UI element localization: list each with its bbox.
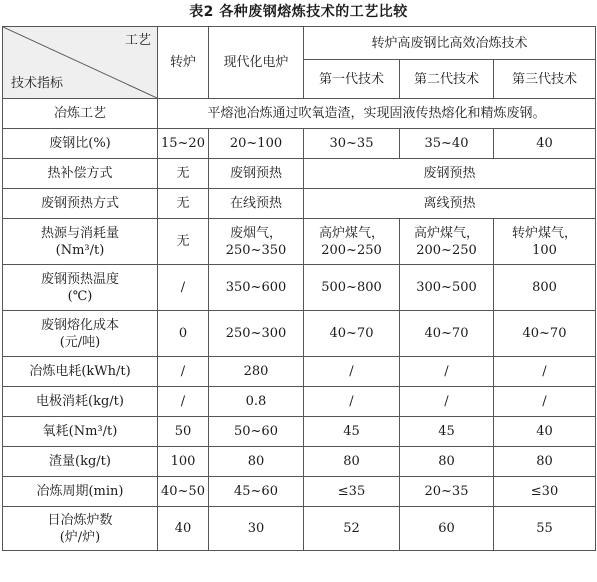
row-label-line1: 热源与消耗量: [40, 225, 119, 241]
process-comparison-table: [2, 26, 596, 551]
cell-gen3: 40~70: [494, 311, 596, 357]
cell-gen1: ≤35: [304, 477, 400, 507]
row-label: 冶炼电耗(kWh/t): [3, 357, 158, 387]
header-high-scrap-group: 转炉高废钢比高效冶炼技术: [304, 27, 596, 60]
row-label-line1: 废钢预热温度: [40, 271, 119, 287]
row-label: [3, 265, 158, 311]
row-label: 氧耗(Nm³/t): [3, 417, 158, 447]
table-row: [3, 99, 596, 129]
row-label: 冶炼工艺: [3, 99, 158, 129]
cell-gen3: /: [494, 387, 596, 417]
table-row: [3, 159, 596, 189]
cell-line1: 废烟气，: [229, 225, 282, 241]
cell-gen2: /: [400, 387, 494, 417]
header-gen2: 第二代技术: [400, 60, 494, 99]
cell-gen1: /: [304, 387, 400, 417]
cell-converter: 40: [158, 507, 209, 551]
cell-modern-eaf: [209, 219, 304, 265]
cell-gen2: [400, 219, 494, 265]
cell-gen2: 40~70: [400, 311, 494, 357]
cell-modern-eaf: 250~300: [209, 311, 304, 357]
table-row: [3, 311, 596, 357]
cell-gen1: 52: [304, 507, 400, 551]
cell-converter: 0: [158, 311, 209, 357]
header-converter: 转炉: [158, 27, 209, 99]
cell-gen3: 80: [494, 447, 596, 477]
cell-line1: 高炉煤气，: [413, 225, 479, 241]
row-label: [3, 219, 158, 265]
cell-line1: 高炉煤气，: [318, 225, 384, 241]
cell-modern-eaf: 50~60: [209, 417, 304, 447]
row-label: 渣量(kg/t): [3, 447, 158, 477]
cell-gen3: 40: [494, 129, 596, 159]
row-label: 电极消耗(kg/t): [3, 387, 158, 417]
cell-gen3: /: [494, 357, 596, 387]
cell-line2: 200~250: [321, 242, 382, 258]
row-label: [3, 507, 158, 551]
cell-gen3: 800: [494, 265, 596, 311]
corner-process-label: 工艺: [124, 33, 151, 48]
cell-line1: 转炉煤气，: [511, 225, 577, 241]
header-modern-eaf: 现代化电炉: [209, 27, 304, 99]
cell-gen3: ≤30: [494, 477, 596, 507]
cell-modern-eaf: 0.8: [209, 387, 304, 417]
merged-cell: 离线预热: [304, 189, 596, 219]
cell-line2: 200~250: [416, 242, 477, 258]
cell-modern-eaf: 20~100: [209, 129, 304, 159]
table-row: [3, 447, 596, 477]
cell-converter: 100: [158, 447, 209, 477]
cell-modern-eaf: 350~600: [209, 265, 304, 311]
row-label: 废钢比(%): [3, 129, 158, 159]
cell-gen1: 80: [304, 447, 400, 477]
header-row-1: [3, 27, 596, 60]
cell-modern-eaf: 80: [209, 447, 304, 477]
cell-gen2: 35~40: [400, 129, 494, 159]
cell-converter: 15~20: [158, 129, 209, 159]
cell-gen3: [494, 219, 596, 265]
cell-gen1: 40~70: [304, 311, 400, 357]
cell-gen2: 80: [400, 447, 494, 477]
table-row: [3, 417, 596, 447]
cell-gen1: 30~35: [304, 129, 400, 159]
cell-gen1: 500~800: [304, 265, 400, 311]
row-label: 热补偿方式: [3, 159, 158, 189]
row-label-line2: (炉/炉): [59, 529, 101, 545]
row-label: 冶炼周期(min): [3, 477, 158, 507]
cell-converter: /: [158, 265, 209, 311]
row-label-line2: (元/吨): [59, 334, 101, 350]
row-label-line2: (℃): [67, 288, 93, 304]
cell-gen3: 40: [494, 417, 596, 447]
cell-modern-eaf: 在线预热: [209, 189, 304, 219]
row-label-line1: 日冶炼炉数: [47, 512, 113, 528]
cell-converter: 无: [158, 219, 209, 265]
cell-gen1: 45: [304, 417, 400, 447]
table-row: [3, 387, 596, 417]
cell-converter: 无: [158, 159, 209, 189]
cell-converter: 50: [158, 417, 209, 447]
cell-modern-eaf: 280: [209, 357, 304, 387]
cell-gen2: 300~500: [400, 265, 494, 311]
table-row: [3, 477, 596, 507]
cell-gen2: 45: [400, 417, 494, 447]
cell-gen2: 60: [400, 507, 494, 551]
cell-modern-eaf: 45~60: [209, 477, 304, 507]
cell-line2: 100: [532, 242, 557, 258]
cell-converter: /: [158, 357, 209, 387]
cell-converter: /: [158, 387, 209, 417]
cell-gen2: 20~35: [400, 477, 494, 507]
table-row: [3, 189, 596, 219]
cell-converter: 无: [158, 189, 209, 219]
corner-metric-label: 技术指标: [11, 76, 64, 91]
table-row: [3, 507, 596, 551]
cell-gen1: /: [304, 357, 400, 387]
merged-cell: 平熔池冶炼通过吹氧造渣，实现固液传热熔化和精炼废钢。: [158, 99, 596, 129]
table-row: [3, 357, 596, 387]
row-label-line2: (Nm³/t): [55, 242, 105, 258]
cell-line2: 250~350: [225, 242, 287, 258]
table-row: [3, 129, 596, 159]
cell-converter: 40~50: [158, 477, 209, 507]
header-gen3: 第三代技术: [494, 60, 596, 99]
row-label: 废钢预热方式: [3, 189, 158, 219]
merged-cell: 废钢预热: [304, 159, 596, 189]
cell-gen2: /: [400, 357, 494, 387]
row-label-line1: 废钢熔化成本: [40, 317, 119, 333]
cell-gen1: [304, 219, 400, 265]
table-row: [3, 219, 596, 265]
row-label: [3, 311, 158, 357]
cell-modern-eaf: 废钢预热: [209, 159, 304, 189]
header-gen1: 第一代技术: [304, 60, 400, 99]
table-caption: 表2 各种废钢熔炼技术的工艺比较: [189, 4, 408, 20]
cell-gen3: 55: [494, 507, 596, 551]
corner-header-cell: [3, 27, 158, 99]
table-row: [3, 265, 596, 311]
cell-modern-eaf: 30: [209, 507, 304, 551]
